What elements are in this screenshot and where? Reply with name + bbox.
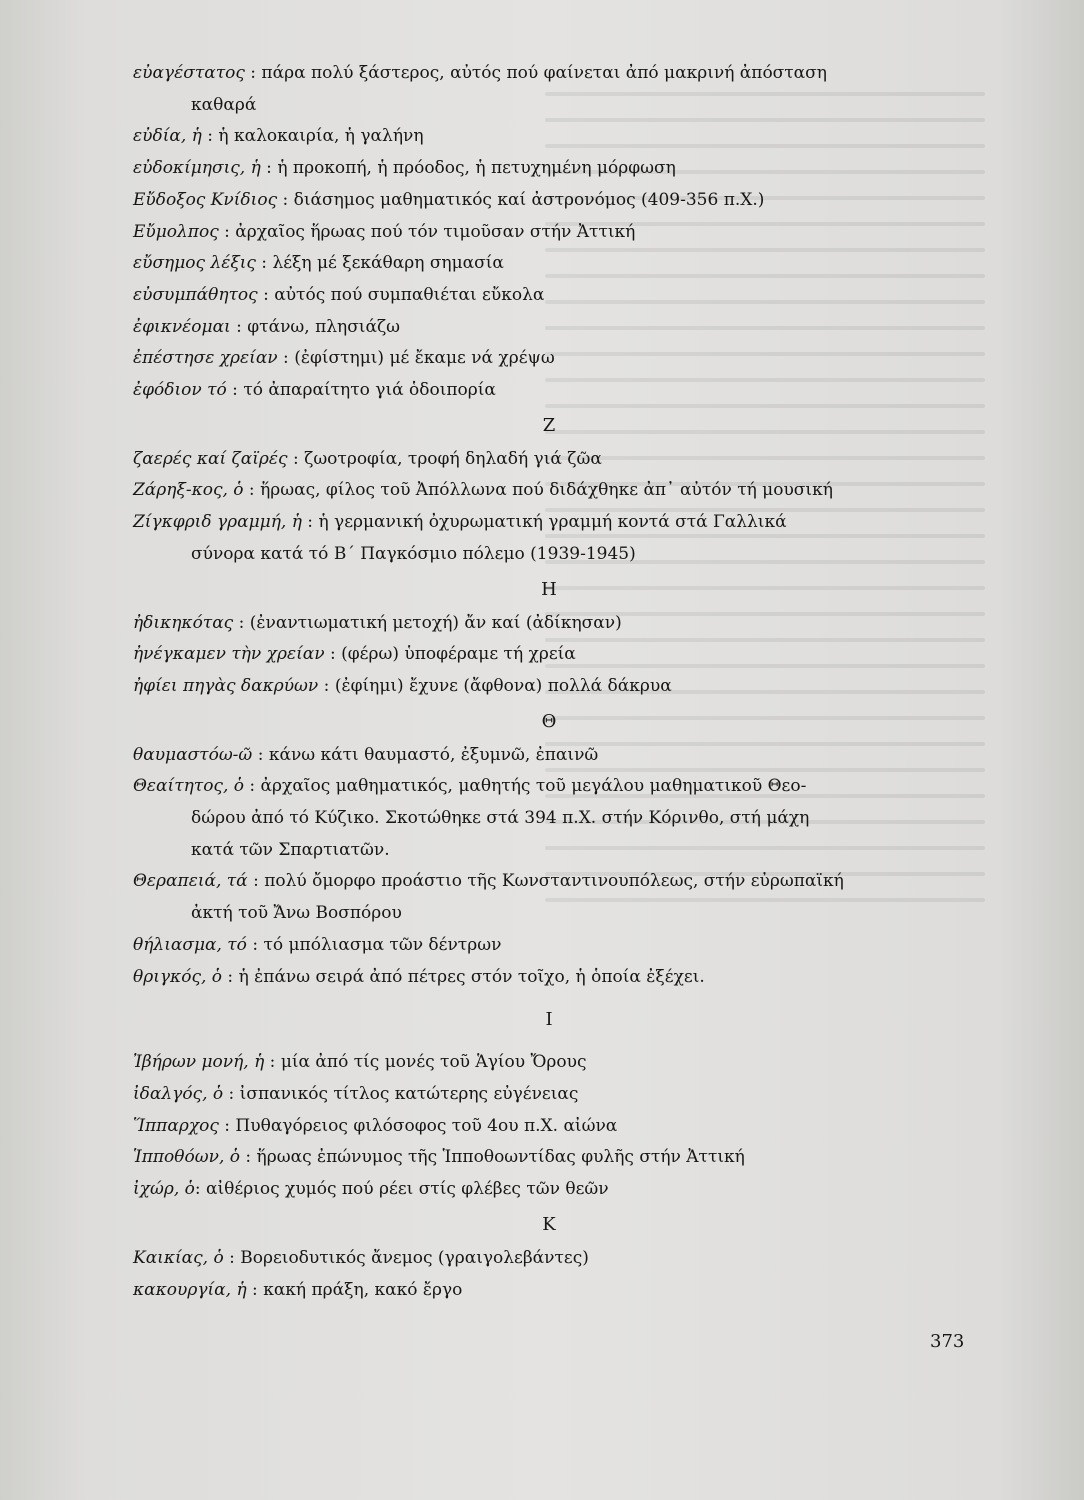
- entry-definition: ἀρχαῖος μαθηματικός, μαθητής τοῦ μεγάλου μαθηματικοῦ Θεο-: [260, 776, 807, 797]
- entry-separator: :: [201, 126, 219, 147]
- entry-definition: τό μπόλιασμα τῶν δέντρων: [263, 934, 502, 955]
- entry-separator: :: [194, 1179, 207, 1200]
- entry-term: Θεαίτητος, ὁ: [133, 776, 244, 797]
- section-letter: Ι: [545, 1009, 553, 1031]
- entry-separator: :: [246, 1279, 264, 1300]
- glossary-entry: [133, 1111, 955, 1143]
- entry-definition: (ἐφίημι) ἔχυνε (ἄφθονα) πολλά δάκρυα: [334, 675, 672, 696]
- entry-separator: :: [246, 934, 264, 955]
- entry-term: ἐφικνέομαι: [133, 316, 231, 337]
- entry-term: Εὔδοξος Κνίδιος: [133, 189, 278, 210]
- entry-term: εὐδία, ἡ: [133, 126, 202, 147]
- entry-continuation: ἀκτή τοῦ Ἄνω Βοσπόρου: [191, 903, 402, 924]
- entry-definition: ἥρωας, φίλος τοῦ Ἀπόλλωνα πού διδάχθηκε ἀπ᾽ αὐτόν τή μουσική: [260, 480, 833, 501]
- entry-separator: :: [244, 776, 261, 797]
- entry-definition: (ἐναντιωματική μετοχή) ἄν καί (ἀδίκησαν): [249, 612, 622, 633]
- entry-separator: :: [240, 1147, 257, 1168]
- glossary-entry: [133, 740, 955, 772]
- glossary-entry: [133, 608, 955, 640]
- entry-separator: :: [255, 253, 273, 274]
- glossary-entry: [133, 962, 955, 994]
- entry-definition: πολύ ὄμορφο προάστιο τῆς Κωνσταντινουπόλεως, στήν εὐρωπαϊκή: [264, 871, 844, 892]
- glossary-entry: [133, 58, 955, 121]
- entry-separator: :: [277, 189, 294, 210]
- entry-term: εὐσυμπάθητος: [133, 284, 258, 305]
- glossary-entry: [133, 1174, 955, 1206]
- entry-term: Ἵππαρχος: [133, 1115, 219, 1136]
- entry-definition: ἀρχαῖος ἥρωας πού τόν τιμοῦσαν στήν Ἀττική: [235, 221, 636, 242]
- entry-term: Ἱπποθόων, ὁ: [133, 1147, 240, 1168]
- glossary-entry: [133, 248, 955, 280]
- entry-term: Καικίας, ὁ: [133, 1247, 224, 1268]
- glossary-entry: [133, 343, 955, 375]
- entry-term: ἰχώρ, ὁ: [133, 1179, 195, 1200]
- entry-term: ἐφόδιον τό: [133, 380, 227, 401]
- entry-definition: Βορειοδυτικός ἄνεμος (γραιγολεβάντες): [240, 1247, 589, 1268]
- entry-separator: :: [260, 158, 278, 179]
- entry-definition: ἥρωας ἐπώνυμος τῆς Ἱπποθοωντίδας φυλῆς στήν Ἀττική: [256, 1147, 745, 1168]
- entry-continuation: σύνορα κατά τό Β΄ Παγκόσμιο πόλεμο (1939-1945): [191, 543, 636, 564]
- entry-definition: μία ἀπό τίς μονές τοῦ Ἁγίου Ὄρους: [280, 1052, 587, 1073]
- entry-definition: Πυθαγόρειος φιλόσοφος τοῦ 4ου π.Χ. αἰώνα: [235, 1115, 618, 1136]
- glossary-entry: [133, 639, 955, 671]
- glossary-entry: [133, 121, 955, 153]
- section-letter: Θ: [541, 710, 557, 732]
- entry-separator: :: [257, 284, 275, 305]
- entry-definition: ἡ ἐπάνω σειρά ἀπό πέτρες στόν τοῖχο, ἡ ὁποία ἐξέχει.: [238, 966, 705, 987]
- entry-continuation: κατά τῶν Σπαρτιατῶν.: [191, 839, 390, 860]
- section-letter: Η: [541, 578, 557, 600]
- glossary-entry: [133, 1142, 955, 1174]
- entry-term: ἠνέγκαμεν τὴν χρείαν: [133, 644, 325, 665]
- entry-separator: :: [287, 448, 305, 469]
- entry-term: ἠφίει πηγὰς δακρύων: [133, 675, 319, 696]
- entry-separator: :: [244, 63, 262, 83]
- entry-definition: ἰσπανικός τίτλος κατώτερης εὐγένειας: [239, 1083, 579, 1104]
- entry-definition: φτάνω, πλησιάζω: [247, 316, 401, 337]
- entry-term: Ζάρηξ-κος, ὁ: [133, 480, 244, 501]
- entry-separator: :: [264, 1052, 281, 1073]
- entry-separator: :: [226, 380, 244, 401]
- entry-separator: :: [223, 1083, 240, 1104]
- entry-definition: ἡ καλοκαιρία, ἡ γαλήνη: [218, 126, 424, 147]
- entry-term: ζαερές καί ζαϊρές: [133, 448, 288, 469]
- entry-continuation: καθαρά: [191, 94, 257, 115]
- entry-term: θριγκός, ὁ: [133, 966, 223, 987]
- entry-term: Ζίγκφριδ γραμμή, ἡ: [133, 512, 302, 533]
- glossary-entry: [133, 671, 955, 703]
- glossary-entry: [133, 771, 955, 866]
- entry-separator: :: [218, 221, 236, 242]
- entry-separator: :: [301, 512, 319, 533]
- glossary-entry: [133, 1275, 955, 1307]
- entry-term: θήλιασμα, τό: [133, 934, 247, 955]
- entry-continuation: δώρου ἀπό τό Κύζικο. Σκοτώθηκε στά 394 π.Χ. στήν Κόρινθο, στή μάχη: [191, 808, 810, 829]
- entry-term: κακουργία, ἡ: [133, 1279, 247, 1300]
- entry-definition: κακή πράξη, κακό ἔργο: [263, 1279, 463, 1300]
- glossary-entry: [133, 444, 955, 476]
- glossary-entry: [133, 375, 955, 407]
- entry-term: θαυμαστόω-ῶ: [133, 744, 253, 765]
- entry-definition: αἰθέριος χυμός πού ρέει στίς φλέβες τῶν θεῶν: [206, 1179, 609, 1200]
- glossary-entry: [133, 1047, 955, 1079]
- entry-separator: :: [222, 966, 239, 987]
- entry-term: ἰδαλγός, ὁ: [133, 1083, 224, 1104]
- entry-definition: (ἐφίστημι) μέ ἔκαμε νά χρέψω: [294, 348, 555, 369]
- entry-separator: :: [243, 480, 261, 501]
- entry-separator: :: [277, 348, 295, 369]
- entry-separator: :: [252, 744, 269, 765]
- glossary-entry: [133, 475, 955, 507]
- entry-definition: κάνω κάτι θαυμαστό, ἐξυμνῶ, ἐπαινῶ: [268, 744, 599, 765]
- entry-definition: πάρα πολύ ξάστερος, αὐτός πού φαίνεται ἀπό μακρινή ἀπόσταση: [261, 63, 827, 83]
- entry-definition: ἡ γερμανική ὀχυρωματική γραμμή κοντά στά Γαλλικά: [318, 512, 787, 533]
- entry-term: ἠδικηκότας: [133, 612, 234, 633]
- entry-term: Εὔμολπος: [133, 221, 219, 242]
- glossary-entry: [133, 153, 955, 185]
- entry-term: εὐαγέστατος: [133, 63, 245, 83]
- glossary-entry: [133, 185, 955, 217]
- entry-definition: ζωοτροφία, τροφή δηλαδή γιά ζῶα: [304, 448, 602, 469]
- entry-term: εὐδοκίμησις, ἡ: [133, 158, 261, 179]
- entry-definition: (φέρω) ὑποφέραμε τή χρεία: [341, 644, 576, 665]
- entry-definition: διάσημος μαθηματικός καί ἀστρονόμος (409-356 π.Χ.): [293, 189, 765, 210]
- entry-definition: τό ἀπαραίτητο γιά ὁδοιπορία: [243, 380, 496, 401]
- glossary-entry: [133, 1079, 955, 1111]
- entry-definition: ἡ προκοπή, ἡ πρόοδος, ἡ πετυχημένη μόρφωση: [277, 158, 676, 179]
- section-letter: Κ: [542, 1213, 556, 1235]
- glossary-content: [133, 58, 955, 1306]
- glossary-entry: [133, 1243, 955, 1275]
- entry-definition: αὐτός πού συμπαθιέται εὔκολα: [274, 284, 545, 305]
- entry-separator: :: [247, 871, 265, 892]
- entry-term: ἐπέστησε χρείαν: [133, 348, 278, 369]
- entry-separator: :: [324, 644, 342, 665]
- entry-definition: λέξη μέ ξεκάθαρη σημασία: [272, 253, 504, 274]
- entry-separator: :: [318, 675, 335, 696]
- entry-term: εὔσημος λέξις: [133, 253, 256, 274]
- glossary-entry: [133, 280, 955, 312]
- glossary-entry: [133, 217, 955, 249]
- section-letter: Ζ: [542, 414, 556, 436]
- glossary-entry: [133, 930, 955, 962]
- entry-separator: :: [233, 612, 250, 633]
- entry-separator: :: [223, 1247, 241, 1268]
- glossary-entry: [133, 507, 955, 570]
- entry-term: Ἰβήρων μονή, ἡ: [133, 1052, 265, 1073]
- entry-separator: :: [230, 316, 248, 337]
- entry-term: Θεραπειά, τά: [133, 871, 248, 892]
- glossary-entry: [133, 312, 955, 344]
- glossary-entry: [133, 866, 955, 929]
- page-number: 373: [930, 1331, 965, 1352]
- entry-separator: :: [218, 1115, 236, 1136]
